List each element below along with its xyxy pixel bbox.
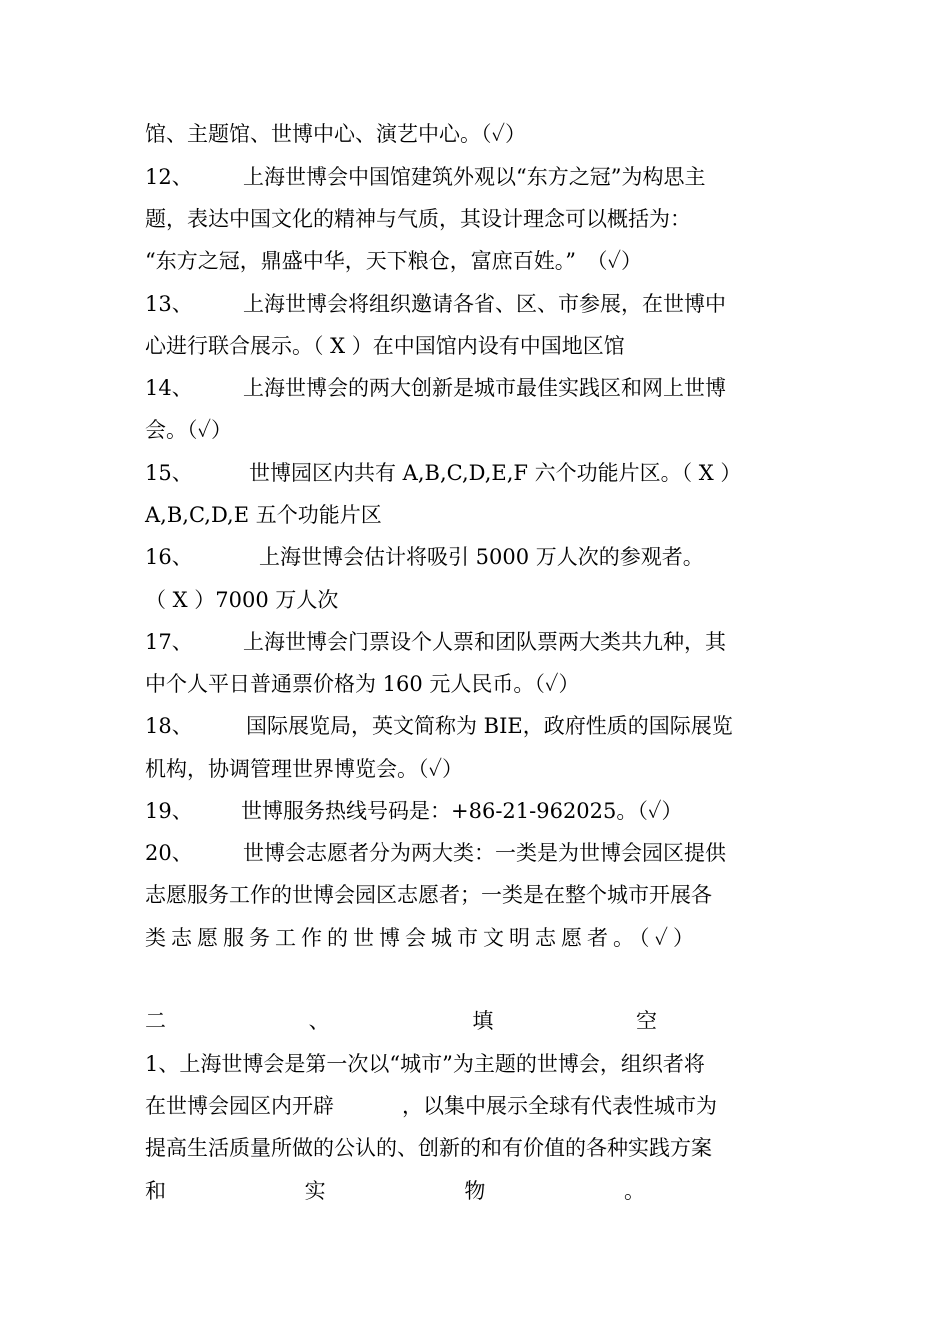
- question-number: 14、: [145, 376, 193, 400]
- section-heading-fill-in: [145, 1000, 657, 1042]
- question-number: 19、: [145, 799, 193, 823]
- text-segment: 在世博会园区内开辟: [145, 1094, 334, 1118]
- text-char: 。: [623, 1179, 645, 1203]
- text-char: 实: [304, 1179, 326, 1203]
- text-line: [145, 1085, 805, 1127]
- question-number: 20、: [145, 841, 193, 865]
- question-15: [145, 452, 805, 494]
- text-segment: ，以集中展示全球有代表性城市为: [402, 1094, 717, 1118]
- text-line: 志愿服务工作的世博会园区志愿者；一类是在整个城市开展各: [145, 883, 712, 907]
- text-char: 和: [145, 1179, 166, 1203]
- question-text: 上海世博会门票设个人票和团队票两大类共九种，其: [243, 630, 726, 654]
- question-text: 上海世博会将组织邀请各省、区、市参展，在世博中: [243, 292, 726, 316]
- text-line: A,B,C,D,E 五个功能片区: [145, 503, 382, 527]
- question-number: 17、: [145, 630, 193, 654]
- heading-char: 空: [635, 1009, 657, 1033]
- text-char: 物: [464, 1179, 486, 1203]
- text-line: （ X ）7000 万人次: [145, 588, 339, 612]
- question-text: 国际展览局，英文简称为 BIE，政府性质的国际展览: [246, 714, 733, 738]
- heading-char: 二: [145, 1009, 166, 1033]
- question-text: 世博会志愿者分为两大类：一类是为世博会园区提供: [243, 841, 726, 865]
- question-text: 世博服务热线号码是：+86-21-962025。（✓）: [241, 799, 683, 823]
- text-line: [145, 1170, 645, 1212]
- question-13: [145, 283, 805, 325]
- text-line: “东方之冠，鼎盛中华，天下粮仓，富庶百姓。” （✓）: [145, 249, 643, 273]
- question-number: 15、: [145, 461, 193, 485]
- question-text: 上海世博会估计将吸引 5000 万人次的参观者。: [259, 545, 704, 569]
- text-line: 会。（✓）: [145, 418, 233, 442]
- heading-char: 、: [308, 1009, 330, 1033]
- question-number: 16、: [145, 545, 193, 569]
- question-16: [145, 536, 805, 578]
- text-line: 中个人平日普通票价格为 160 元人民币。（✓）: [145, 672, 580, 696]
- text-line: 心进行联合展示。（ X ）在中国馆内设有中国地区馆: [145, 334, 625, 358]
- question-number: 18、: [145, 714, 193, 738]
- question-12: [145, 156, 805, 198]
- question-text: 世博园区内共有 A,B,C,D,E,F 六个功能片区。（ X ）: [249, 461, 742, 485]
- fill-question-1: 1、上海世博会是第一次以“城市”为主题的世博会，组织者将: [145, 1052, 705, 1076]
- question-number: 12、: [145, 165, 193, 189]
- question-19: [145, 790, 805, 832]
- text-line: 题，表达中国文化的精神与气质，其设计理念可以概括为：: [145, 207, 691, 231]
- question-number: 13、: [145, 292, 193, 316]
- text-line: 提高生活质量所做的公认的、创新的和有价值的各种实践方案: [145, 1136, 712, 1160]
- question-17: [145, 621, 805, 663]
- text-line: 机构，协调管理世界博览会。（✓）: [145, 757, 464, 781]
- question-text: 上海世博会中国馆建筑外观以“东方之冠”为构思主: [243, 165, 706, 189]
- question-18: [145, 705, 805, 747]
- text-line: 类志愿服务工作的世博会城市文明志愿者。（✓）: [145, 926, 700, 950]
- text-line: 馆、主题馆、世博中心、演艺中心。（✓）: [145, 122, 527, 146]
- question-text: 上海世博会的两大创新是城市最佳实践区和网上世博: [243, 376, 726, 400]
- question-14: [145, 367, 805, 409]
- question-20: [145, 832, 805, 874]
- heading-char: 填: [472, 1009, 494, 1033]
